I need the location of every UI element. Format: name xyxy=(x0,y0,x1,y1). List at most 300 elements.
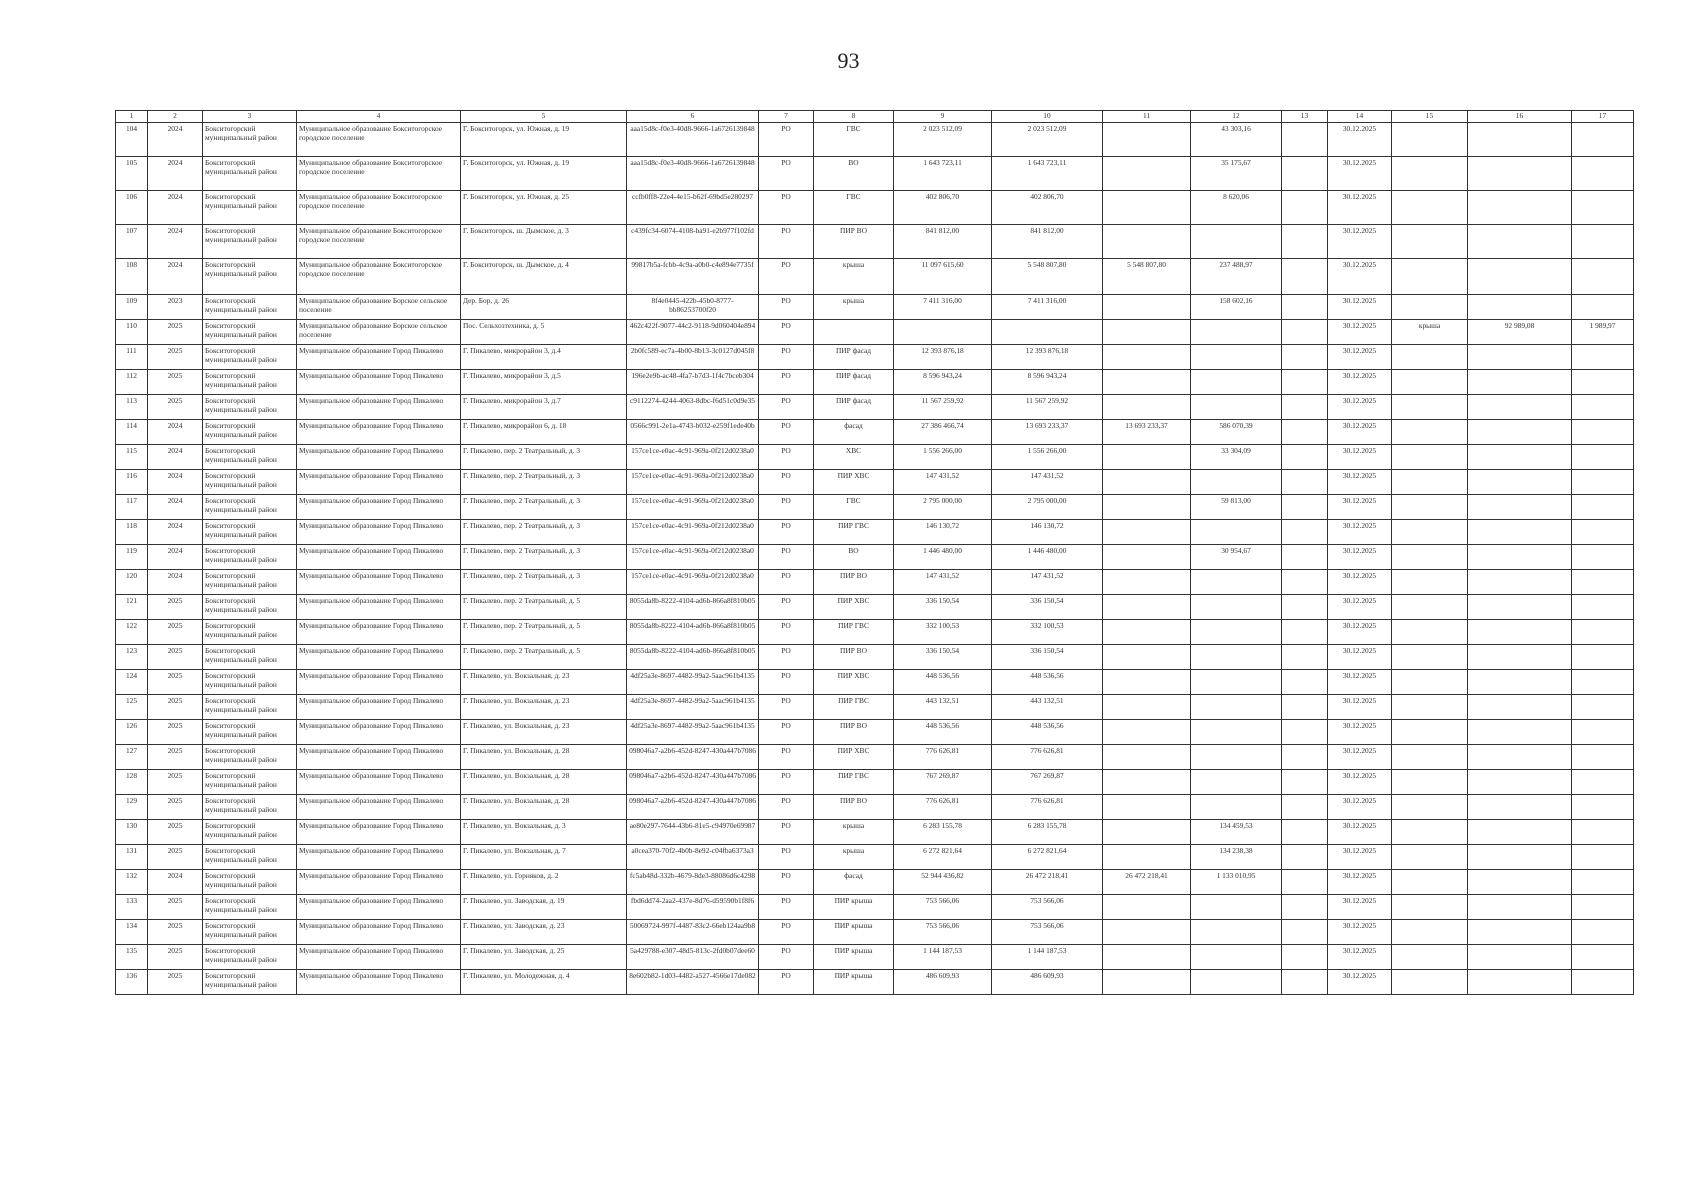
cell-c14: 30.12.2025 xyxy=(1328,495,1392,520)
cell-c14: 30.12.2025 xyxy=(1328,225,1392,259)
cell-c7: РО xyxy=(759,720,814,745)
table-row xyxy=(116,545,1634,570)
cell-address: Г. Пикалево, пер. 2 Театральный, д. 3 xyxy=(461,520,627,545)
cell-district: Бокситогорский муниципальный район xyxy=(203,695,297,720)
cell-c14: 30.12.2025 xyxy=(1328,920,1392,945)
cell-n: 117 xyxy=(116,495,148,520)
cell-mo: Муниципальное образование Город Пикалево xyxy=(297,545,461,570)
cell-c17 xyxy=(1572,445,1634,470)
cell-year: 2024 xyxy=(148,225,203,259)
cell-uuid: 50069724-997f-4487-83c2-66eb124aa9b8 xyxy=(627,920,759,945)
cell-uuid: 098046a7-a2b6-452d-8247-430a447b7086 xyxy=(627,770,759,795)
cell-c17 xyxy=(1572,225,1634,259)
cell-c15 xyxy=(1392,870,1468,895)
cell-c10: 1 446 480,00 xyxy=(992,545,1103,570)
cell-address: Г. Бокситогорск, ул. Южная, д. 19 xyxy=(461,123,627,157)
cell-c7: РО xyxy=(759,795,814,820)
table-row xyxy=(116,945,1634,970)
cell-address: Г. Пикалево, ул. Заводская, д. 19 xyxy=(461,895,627,920)
cell-district: Бокситогорский муниципальный район xyxy=(203,295,297,320)
cell-uuid: 157ce1ce-e0ac-4c91-969a-0f212d0238a0 xyxy=(627,570,759,595)
table-header xyxy=(116,111,1634,123)
cell-c12 xyxy=(1191,945,1282,970)
cell-c11 xyxy=(1103,445,1191,470)
cell-c13 xyxy=(1282,595,1328,620)
cell-c12: 59 813,00 xyxy=(1191,495,1282,520)
cell-c9: 147 431,52 xyxy=(894,470,992,495)
cell-c16 xyxy=(1468,920,1572,945)
cell-c16 xyxy=(1468,720,1572,745)
cell-c7: РО xyxy=(759,570,814,595)
cell-c13 xyxy=(1282,620,1328,645)
table-row xyxy=(116,295,1634,320)
cell-c13 xyxy=(1282,720,1328,745)
cell-c15 xyxy=(1392,945,1468,970)
cell-c10: 147 431,52 xyxy=(992,470,1103,495)
cell-c9 xyxy=(894,320,992,345)
cell-c9: 336 150,54 xyxy=(894,645,992,670)
cell-district: Бокситогорский муниципальный район xyxy=(203,595,297,620)
table-row xyxy=(116,620,1634,645)
cell-uuid: 99817b5a-fcbb-4c9a-a0b0-c4e894e7735f xyxy=(627,259,759,295)
cell-c13 xyxy=(1282,870,1328,895)
cell-c7: РО xyxy=(759,820,814,845)
cell-uuid: ccfb0ff8-22e4-4e15-b62f-69bd5e280297 xyxy=(627,191,759,225)
cell-c9: 841 812,00 xyxy=(894,225,992,259)
cell-c8: ПИР ХВС xyxy=(814,745,894,770)
cell-year: 2025 xyxy=(148,345,203,370)
cell-c14: 30.12.2025 xyxy=(1328,320,1392,345)
cell-c12: 35 175,67 xyxy=(1191,157,1282,191)
cell-c12 xyxy=(1191,795,1282,820)
cell-c9: 776 626,81 xyxy=(894,745,992,770)
cell-c12 xyxy=(1191,920,1282,945)
cell-district: Бокситогорский муниципальный район xyxy=(203,123,297,157)
cell-c12 xyxy=(1191,345,1282,370)
cell-n: 129 xyxy=(116,795,148,820)
cell-c14: 30.12.2025 xyxy=(1328,770,1392,795)
cell-c17 xyxy=(1572,420,1634,445)
cell-n: 134 xyxy=(116,920,148,945)
cell-c8: ПИР крыша xyxy=(814,920,894,945)
cell-c10: 1 144 187,53 xyxy=(992,945,1103,970)
cell-c8: ПИР фасад xyxy=(814,370,894,395)
cell-c15 xyxy=(1392,157,1468,191)
cell-c10: 841 812,00 xyxy=(992,225,1103,259)
cell-uuid: 157ce1ce-e0ac-4c91-969a-0f212d0238a0 xyxy=(627,470,759,495)
cell-c16 xyxy=(1468,259,1572,295)
cell-c11 xyxy=(1103,720,1191,745)
cell-c9: 27 386 466,74 xyxy=(894,420,992,445)
cell-address: Г. Пикалево, пер. 2 Театральный, д. 3 xyxy=(461,445,627,470)
cell-district: Бокситогорский муниципальный район xyxy=(203,970,297,995)
cell-c14: 30.12.2025 xyxy=(1328,420,1392,445)
cell-c9: 1 144 187,53 xyxy=(894,945,992,970)
cell-mo: Муниципальное образование Город Пикалево xyxy=(297,820,461,845)
cell-c14: 30.12.2025 xyxy=(1328,259,1392,295)
cell-year: 2025 xyxy=(148,370,203,395)
cell-c15 xyxy=(1392,495,1468,520)
table-row xyxy=(116,720,1634,745)
cell-c15 xyxy=(1392,420,1468,445)
table-row xyxy=(116,320,1634,345)
table-row xyxy=(116,795,1634,820)
cell-c9: 1 446 480,00 xyxy=(894,545,992,570)
cell-uuid: 157ce1ce-e0ac-4c91-969a-0f212d0238a0 xyxy=(627,520,759,545)
cell-c16 xyxy=(1468,470,1572,495)
cell-c10: 753 566,06 xyxy=(992,920,1103,945)
cell-c9: 336 150,54 xyxy=(894,595,992,620)
cell-c8: ПИР ВО xyxy=(814,645,894,670)
cell-uuid: 4df25a3e-8697-4482-99a2-5aac961b4135 xyxy=(627,720,759,745)
cell-district: Бокситогорский муниципальный район xyxy=(203,745,297,770)
table-row xyxy=(116,123,1634,157)
table-row xyxy=(116,225,1634,259)
cell-year: 2025 xyxy=(148,920,203,945)
cell-uuid: 4df25a3e-8697-4482-99a2-5aac961b4135 xyxy=(627,695,759,720)
cell-c17 xyxy=(1572,845,1634,870)
cell-c10: 7 411 316,00 xyxy=(992,295,1103,320)
cell-c8: ВО xyxy=(814,545,894,570)
cell-n: 105 xyxy=(116,157,148,191)
cell-c10: 776 626,81 xyxy=(992,745,1103,770)
cell-c17 xyxy=(1572,770,1634,795)
cell-c7: РО xyxy=(759,945,814,970)
cell-c9: 2 795 000,00 xyxy=(894,495,992,520)
cell-c12 xyxy=(1191,520,1282,545)
cell-c16 xyxy=(1468,770,1572,795)
cell-mo: Муниципальное образование Город Пикалево xyxy=(297,495,461,520)
cell-c17 xyxy=(1572,970,1634,995)
cell-c15 xyxy=(1392,570,1468,595)
cell-c10 xyxy=(992,320,1103,345)
cell-c11: 5 548 807,80 xyxy=(1103,259,1191,295)
cell-n: 106 xyxy=(116,191,148,225)
cell-n: 131 xyxy=(116,845,148,870)
cell-c17 xyxy=(1572,345,1634,370)
cell-district: Бокситогорский муниципальный район xyxy=(203,895,297,920)
cell-c16 xyxy=(1468,820,1572,845)
cell-address: Г. Пикалево, ул. Заводская, д. 23 xyxy=(461,920,627,945)
cell-mo: Муниципальное образование Город Пикалево xyxy=(297,620,461,645)
cell-c12: 43 303,16 xyxy=(1191,123,1282,157)
cell-c16 xyxy=(1468,945,1572,970)
cell-c17 xyxy=(1572,870,1634,895)
cell-c12 xyxy=(1191,620,1282,645)
cell-mo: Муниципальное образование Город Пикалево xyxy=(297,770,461,795)
cell-c10: 26 472 218,41 xyxy=(992,870,1103,895)
cell-c8: крыша xyxy=(814,845,894,870)
cell-year: 2025 xyxy=(148,620,203,645)
table-row xyxy=(116,645,1634,670)
cell-c9: 486 609,93 xyxy=(894,970,992,995)
cell-uuid: 8f4e0445-422b-45b0-8777-bb86253700f20 xyxy=(627,295,759,320)
cell-district: Бокситогорский муниципальный район xyxy=(203,720,297,745)
cell-c15 xyxy=(1392,295,1468,320)
cell-year: 2024 xyxy=(148,545,203,570)
cell-c8: ПИР ХВС xyxy=(814,470,894,495)
cell-c8: ПИР ГВС xyxy=(814,520,894,545)
cell-c9: 7 411 316,00 xyxy=(894,295,992,320)
cell-uuid: fc5ab48d-332b-4679-8de3-88086d6c4298 xyxy=(627,870,759,895)
cell-district: Бокситогорский муниципальный район xyxy=(203,770,297,795)
cell-c8: ПИР фасад xyxy=(814,345,894,370)
cell-c16 xyxy=(1468,695,1572,720)
cell-uuid: ae80e297-7644-43b6-81e5-c94970e69987 xyxy=(627,820,759,845)
cell-c8: крыша xyxy=(814,295,894,320)
cell-c8: ПИР ГВС xyxy=(814,770,894,795)
cell-year: 2024 xyxy=(148,520,203,545)
cell-uuid: 098046a7-a2b6-452d-8247-430a447b7086 xyxy=(627,745,759,770)
cell-c12: 237 488,97 xyxy=(1191,259,1282,295)
cell-c9: 147 431,52 xyxy=(894,570,992,595)
table-row xyxy=(116,920,1634,945)
column-header-8: 8 xyxy=(814,111,894,123)
cell-c8: ПИР фасад xyxy=(814,395,894,420)
cell-c16 xyxy=(1468,191,1572,225)
cell-uuid: c9112274-4244-4063-8dbc-f6d51c0d9e35 xyxy=(627,395,759,420)
cell-year: 2025 xyxy=(148,395,203,420)
cell-c16 xyxy=(1468,795,1572,820)
cell-mo: Муниципальное образование Город Пикалево xyxy=(297,345,461,370)
cell-c8: ГВС xyxy=(814,495,894,520)
cell-c15 xyxy=(1392,545,1468,570)
cell-c15 xyxy=(1392,370,1468,395)
cell-uuid: 157ce1ce-e0ac-4c91-969a-0f212d0238a0 xyxy=(627,495,759,520)
cell-c9: 402 806,70 xyxy=(894,191,992,225)
cell-district: Бокситогорский муниципальный район xyxy=(203,420,297,445)
cell-c15 xyxy=(1392,445,1468,470)
cell-mo: Муниципальное образование Город Пикалево xyxy=(297,595,461,620)
cell-c7: РО xyxy=(759,870,814,895)
cell-mo: Муниципальное образование Город Пикалево xyxy=(297,420,461,445)
cell-address: Г. Пикалево, пер. 2 Театральный, д. 5 xyxy=(461,620,627,645)
cell-c16: 92 989,08 xyxy=(1468,320,1572,345)
cell-c7: РО xyxy=(759,620,814,645)
cell-c13 xyxy=(1282,695,1328,720)
cell-c17 xyxy=(1572,570,1634,595)
cell-c17: 1 989,97 xyxy=(1572,320,1634,345)
table-row xyxy=(116,820,1634,845)
cell-mo: Муниципальное образование Город Пикалево xyxy=(297,395,461,420)
cell-c14: 30.12.2025 xyxy=(1328,545,1392,570)
cell-district: Бокситогорский муниципальный район xyxy=(203,820,297,845)
cell-c9: 753 566,06 xyxy=(894,920,992,945)
cell-c17 xyxy=(1572,191,1634,225)
cell-n: 125 xyxy=(116,695,148,720)
cell-uuid: 4df25a3e-8697-4482-99a2-5aac961b4135 xyxy=(627,670,759,695)
cell-c11 xyxy=(1103,157,1191,191)
cell-c14: 30.12.2025 xyxy=(1328,895,1392,920)
column-header-6: 6 xyxy=(627,111,759,123)
cell-c13 xyxy=(1282,820,1328,845)
cell-c14: 30.12.2025 xyxy=(1328,845,1392,870)
column-header-17: 17 xyxy=(1572,111,1634,123)
cell-year: 2024 xyxy=(148,191,203,225)
cell-c9: 776 626,81 xyxy=(894,795,992,820)
cell-c11 xyxy=(1103,945,1191,970)
cell-c8: ПИР ГВС xyxy=(814,695,894,720)
cell-c13 xyxy=(1282,520,1328,545)
cell-address: Г. Пикалево, пер. 2 Театральный, д. 5 xyxy=(461,645,627,670)
cell-c12 xyxy=(1191,670,1282,695)
cell-c7: РО xyxy=(759,645,814,670)
cell-c15: крыша xyxy=(1392,320,1468,345)
cell-year: 2024 xyxy=(148,570,203,595)
table-row xyxy=(116,845,1634,870)
cell-n: 121 xyxy=(116,595,148,620)
cell-n: 120 xyxy=(116,570,148,595)
cell-year: 2024 xyxy=(148,259,203,295)
cell-district: Бокситогорский муниципальный район xyxy=(203,370,297,395)
cell-c17 xyxy=(1572,295,1634,320)
cell-uuid: 0566c991-2e1a-4743-b032-e259f1ede40b xyxy=(627,420,759,445)
cell-c11 xyxy=(1103,495,1191,520)
register-table xyxy=(115,110,1634,995)
table-row xyxy=(116,495,1634,520)
cell-n: 112 xyxy=(116,370,148,395)
cell-c17 xyxy=(1572,645,1634,670)
cell-c7: РО xyxy=(759,770,814,795)
cell-c13 xyxy=(1282,420,1328,445)
cell-c13 xyxy=(1282,395,1328,420)
cell-c14: 30.12.2025 xyxy=(1328,370,1392,395)
cell-c14: 30.12.2025 xyxy=(1328,595,1392,620)
cell-c11 xyxy=(1103,225,1191,259)
cell-c7: РО xyxy=(759,670,814,695)
cell-c16 xyxy=(1468,345,1572,370)
cell-mo: Муниципальное образование Город Пикалево xyxy=(297,945,461,970)
cell-c9: 11 097 615,60 xyxy=(894,259,992,295)
cell-address: Г. Пикалево, пер. 2 Театральный, д. 3 xyxy=(461,495,627,520)
cell-c14: 30.12.2025 xyxy=(1328,795,1392,820)
cell-c10: 147 431,52 xyxy=(992,570,1103,595)
table-row xyxy=(116,595,1634,620)
cell-mo: Муниципальное образование Бокситогорское городское поселение xyxy=(297,225,461,259)
cell-year: 2025 xyxy=(148,770,203,795)
column-header-11: 11 xyxy=(1103,111,1191,123)
cell-c15 xyxy=(1392,470,1468,495)
cell-c12: 8 620,06 xyxy=(1191,191,1282,225)
cell-c15 xyxy=(1392,595,1468,620)
cell-c11 xyxy=(1103,895,1191,920)
cell-c15 xyxy=(1392,225,1468,259)
column-header-7: 7 xyxy=(759,111,814,123)
cell-c11 xyxy=(1103,970,1191,995)
cell-c7: РО xyxy=(759,470,814,495)
cell-district: Бокситогорский муниципальный район xyxy=(203,620,297,645)
cell-c7: РО xyxy=(759,420,814,445)
cell-district: Бокситогорский муниципальный район xyxy=(203,191,297,225)
cell-c13 xyxy=(1282,470,1328,495)
cell-c11: 26 472 218,41 xyxy=(1103,870,1191,895)
cell-district: Бокситогорский муниципальный район xyxy=(203,945,297,970)
cell-c16 xyxy=(1468,123,1572,157)
cell-c15 xyxy=(1392,845,1468,870)
cell-c12 xyxy=(1191,225,1282,259)
cell-mo: Муниципальное образование Город Пикалево xyxy=(297,895,461,920)
cell-c7: РО xyxy=(759,191,814,225)
cell-c11 xyxy=(1103,520,1191,545)
cell-address: Г. Пикалево, пер. 2 Театральный, д. 3 xyxy=(461,570,627,595)
cell-n: 132 xyxy=(116,870,148,895)
cell-c13 xyxy=(1282,945,1328,970)
cell-uuid: c439fc34-6074-4108-ba91-e2b977f102fd xyxy=(627,225,759,259)
cell-c12 xyxy=(1191,595,1282,620)
cell-c11 xyxy=(1103,770,1191,795)
cell-address: Г. Пикалево, ул. Вокзальная, д. 28 xyxy=(461,770,627,795)
cell-c9: 52 944 436,82 xyxy=(894,870,992,895)
cell-n: 123 xyxy=(116,645,148,670)
cell-c11 xyxy=(1103,191,1191,225)
cell-mo: Муниципальное образование Город Пикалево xyxy=(297,370,461,395)
cell-c14: 30.12.2025 xyxy=(1328,970,1392,995)
cell-c11 xyxy=(1103,295,1191,320)
cell-c11 xyxy=(1103,320,1191,345)
table-row xyxy=(116,870,1634,895)
cell-mo: Муниципальное образование Бокситогорское городское поселение xyxy=(297,191,461,225)
column-header-13: 13 xyxy=(1282,111,1328,123)
cell-mo: Муниципальное образование Город Пикалево xyxy=(297,645,461,670)
cell-c10: 448 536,56 xyxy=(992,720,1103,745)
cell-c16 xyxy=(1468,395,1572,420)
cell-district: Бокситогорский муниципальный район xyxy=(203,870,297,895)
cell-year: 2024 xyxy=(148,445,203,470)
cell-c7: РО xyxy=(759,520,814,545)
cell-c11 xyxy=(1103,795,1191,820)
cell-c7: РО xyxy=(759,745,814,770)
cell-c13 xyxy=(1282,845,1328,870)
cell-c14: 30.12.2025 xyxy=(1328,345,1392,370)
cell-uuid: 8055da8b-8222-4104-ad6b-866a8f810b05 xyxy=(627,620,759,645)
cell-c7: РО xyxy=(759,895,814,920)
cell-uuid: 196e2e9b-ac48-4fa7-b7d3-1f4c7bceb304 xyxy=(627,370,759,395)
cell-c10: 753 566,06 xyxy=(992,895,1103,920)
cell-c13 xyxy=(1282,295,1328,320)
column-header-12: 12 xyxy=(1191,111,1282,123)
cell-mo: Муниципальное образование Город Пикалево xyxy=(297,695,461,720)
cell-uuid: aaa15d8c-f0e3-40d8-9666-1a6726139848 xyxy=(627,157,759,191)
cell-c11 xyxy=(1103,570,1191,595)
cell-c12 xyxy=(1191,745,1282,770)
cell-mo: Муниципальное образование Город Пикалево xyxy=(297,745,461,770)
cell-c12 xyxy=(1191,970,1282,995)
cell-mo: Муниципальное образование Бокситогорское городское поселение xyxy=(297,259,461,295)
cell-district: Бокситогорский муниципальный район xyxy=(203,795,297,820)
cell-c10: 332 100,53 xyxy=(992,620,1103,645)
cell-c8: ПИР ГВС xyxy=(814,620,894,645)
cell-year: 2024 xyxy=(148,157,203,191)
cell-c12: 1 133 010,95 xyxy=(1191,870,1282,895)
cell-c10: 336 150,54 xyxy=(992,645,1103,670)
cell-address: Г. Пикалево, микрорайон 3, д.7 xyxy=(461,395,627,420)
cell-c12 xyxy=(1191,895,1282,920)
cell-n: 136 xyxy=(116,970,148,995)
cell-uuid: 8e602b82-1d03-4482-a527-4566e17de082 xyxy=(627,970,759,995)
cell-c8: ГВС xyxy=(814,123,894,157)
cell-c16 xyxy=(1468,870,1572,895)
cell-address: Г. Пикалево, ул. Заводская, д. 25 xyxy=(461,945,627,970)
cell-district: Бокситогорский муниципальный район xyxy=(203,670,297,695)
cell-c10: 13 693 233,37 xyxy=(992,420,1103,445)
table-row xyxy=(116,191,1634,225)
cell-c15 xyxy=(1392,520,1468,545)
cell-c10: 12 393 876,18 xyxy=(992,345,1103,370)
cell-c16 xyxy=(1468,895,1572,920)
cell-address: Г. Пикалево, ул. Вокзальная, д. 28 xyxy=(461,795,627,820)
cell-c9: 6 283 155,78 xyxy=(894,820,992,845)
cell-c8: фасад xyxy=(814,420,894,445)
